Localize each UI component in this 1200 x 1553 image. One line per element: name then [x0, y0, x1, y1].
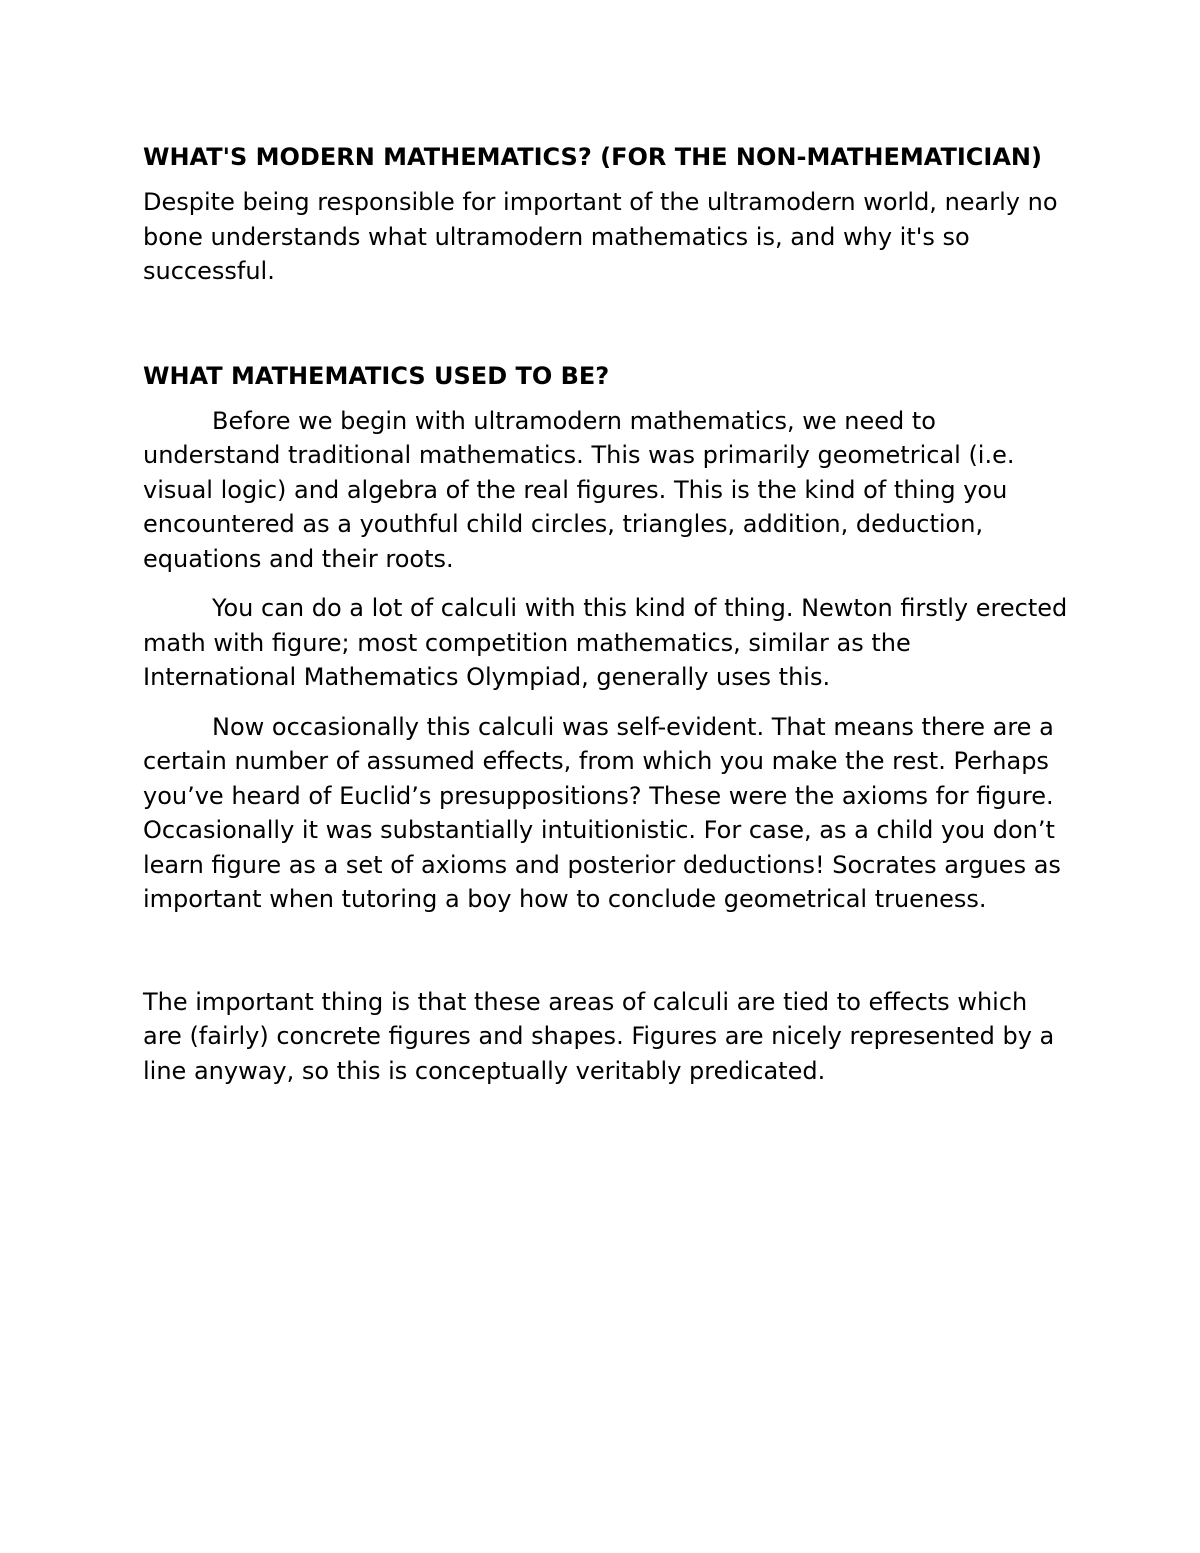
document-title: WHAT'S MODERN MATHEMATICS? (FOR THE NON-MATHEMATICIAN) [143, 143, 1042, 171]
body-paragraph-4: The important thing is that these areas of calculi are tied to effects which are (fairly) concrete figures and shapes. Figures are nicely represented by a line anyway, so this is conceptually veritably predicated. [143, 987, 1055, 1085]
intro-paragraph: Despite being responsible for important of the ultramodern world, nearly no bone understands what ultramodern mathematics is, and why it's so successful. [143, 188, 1058, 285]
section-heading: WHAT MATHEMATICS USED TO BE? [143, 361, 610, 390]
body-paragraph-2: You can do a lot of calculi with this kind of thing. Newton firstly erected math with figure; most competition mathematics, similar as the International Mathematics Olympiad, generally uses this. [143, 594, 1068, 691]
body-paragraph-3: Now occasionally this calculi was self-evident. That means there are a certain number of assumed effects, from which you make the rest. Perhaps you’ve heard of Euclid’s presuppositions? These were the axioms for figure. Occasionally it was substantially intuitionistic. For case, as a child you don’t learn figure as a set of axioms and posterior deductions! Socrates argues as important when tutoring a boy how to conclude geometrical trueness. [143, 712, 1061, 913]
body-paragraph-1: Before we begin with ultramodern mathematics, we need to understand traditional mathematics. This was primarily geometrical (i.e. visual logic) and algebra of the real figures. This is the kind of thing you encountered as a youthful child circles, triangles, addition, deduction, equations and their roots. [143, 406, 1015, 573]
document-body [143, 140, 1068, 1088]
